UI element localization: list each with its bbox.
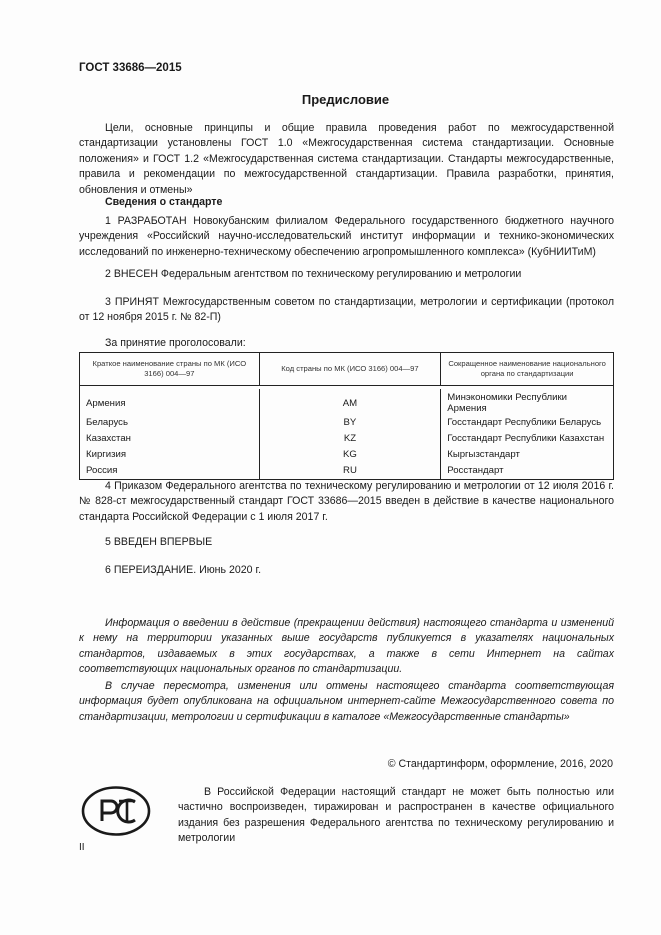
table-row [80, 463, 614, 480]
table-cell: Россия [80, 463, 260, 480]
table-cell: Кыргызстандарт [441, 446, 614, 462]
table-cell: BY [259, 414, 441, 430]
table-row [80, 389, 614, 414]
table-header-code: Код страны по МК (ИСО 3166) 004—97 [259, 353, 441, 386]
paragraph-3: 3 ПРИНЯТ Межгосударственным советом по стандартизации, метрологии и сертификации (протокол от 12 ноября 2015 г. № 82-П) [79, 296, 614, 324]
paragraph-6: 6 ПЕРЕИЗДАНИЕ. Июнь 2020 г. [105, 564, 262, 576]
page-number: II [79, 842, 85, 853]
rst-certification-mark-icon [80, 785, 152, 837]
table-cell: Армения [80, 389, 260, 414]
paragraph-4: 4 Приказом Федерального агентства по техническому регулированию и метрологии от 12 июля 2016 г. № 828-ст межгосударственный стандарт ГОСТ 33686—2015 введен в действие в качестве национального стандарта Российской Федерации с 1 июля 2017 г. [79, 480, 614, 523]
table-header-body: Сокращенное наименование национального органа по стандартизации [441, 353, 614, 386]
table-cell: KZ [259, 430, 441, 446]
info-paragraph-2: В случае пересмотра, изменения или отмены настоящего стандарта соответствующая информация будет опубликована на официальном интернет-сайте Межгосударственного совета по стандартизации, метрологии и сертификации в каталоге «Межгосударственные стандарты» [79, 680, 614, 723]
table-cell: Росстандарт [441, 463, 614, 480]
table-cell: Госстандарт Республики Казахстан [441, 430, 614, 446]
table-cell: RU [259, 463, 441, 480]
table-cell: AM [259, 389, 441, 414]
table-cell: Госстандарт Республики Беларусь [441, 414, 614, 430]
table-cell: KG [259, 446, 441, 462]
vote-label: За принятие проголосовали: [105, 337, 246, 349]
document-code: ГОСТ 33686—2015 [79, 62, 182, 74]
voting-table [79, 352, 614, 480]
copyright-line: © Стандартинформ, оформление, 2016, 2020 [387, 758, 613, 770]
intro-paragraph: Цели, основные принципы и общие правила проведения работ по межгосударственной стандартизации установлены ГОСТ 1.0 «Межгосударственная система стандартизации. Основные положения» и ГОСТ 1.2 «Межгосударственная система стандартизации. Стандарты межгосударственные, правила и рекомендации по межгосударственной стандартизации. Правила разработки, принятия, обновления и отмены» [79, 122, 614, 196]
paragraph-2: 2 ВНЕСЕН Федеральным агентством по техническому регулированию и метрологии [105, 268, 522, 280]
info-paragraph-1: Информация о введении в действие (прекращении действия) настоящего стандарта и изменений к нему на территории указанных выше государств публикуется в указателях национальных стандартов, издаваемых в этих государствах, а также в сети Интернет на сайтах соответствующих национальных органов по стандартизации. [79, 617, 614, 676]
table-row [80, 430, 614, 446]
table-cell: Казахстан [80, 430, 260, 446]
section-title: Сведения о стандарте [105, 196, 223, 208]
federation-note: В Российской Федерации настоящий стандарт не может быть полностью или частично воспроизведен, тиражирован и распространен в качестве официального издания без разрешения Федерального агентства по техническому регулированию и метрологии [178, 786, 614, 845]
table-row [80, 414, 614, 430]
table-cell: Минэкономики Республики Армения [441, 389, 614, 414]
paragraph-1: 1 РАЗРАБОТАН Новокубанским филиалом Федерального государственного бюджетного научного учреждения «Российский научно-исследовательский институт информации и технико-экономических исследований по инженерно-техническому обеспечению агропромышленного комплекса» (КубНИИТиМ) [79, 215, 614, 258]
table-cell: Беларусь [80, 414, 260, 430]
table-row [80, 446, 614, 462]
page-title: Предисловие [301, 92, 390, 107]
table-cell: Киргизия [80, 446, 260, 462]
table-header-country: Краткое наименование страны по МК (ИСО 3166) 004—97 [80, 353, 260, 386]
paragraph-5: 5 ВВЕДЕН ВПЕРВЫЕ [105, 536, 213, 548]
